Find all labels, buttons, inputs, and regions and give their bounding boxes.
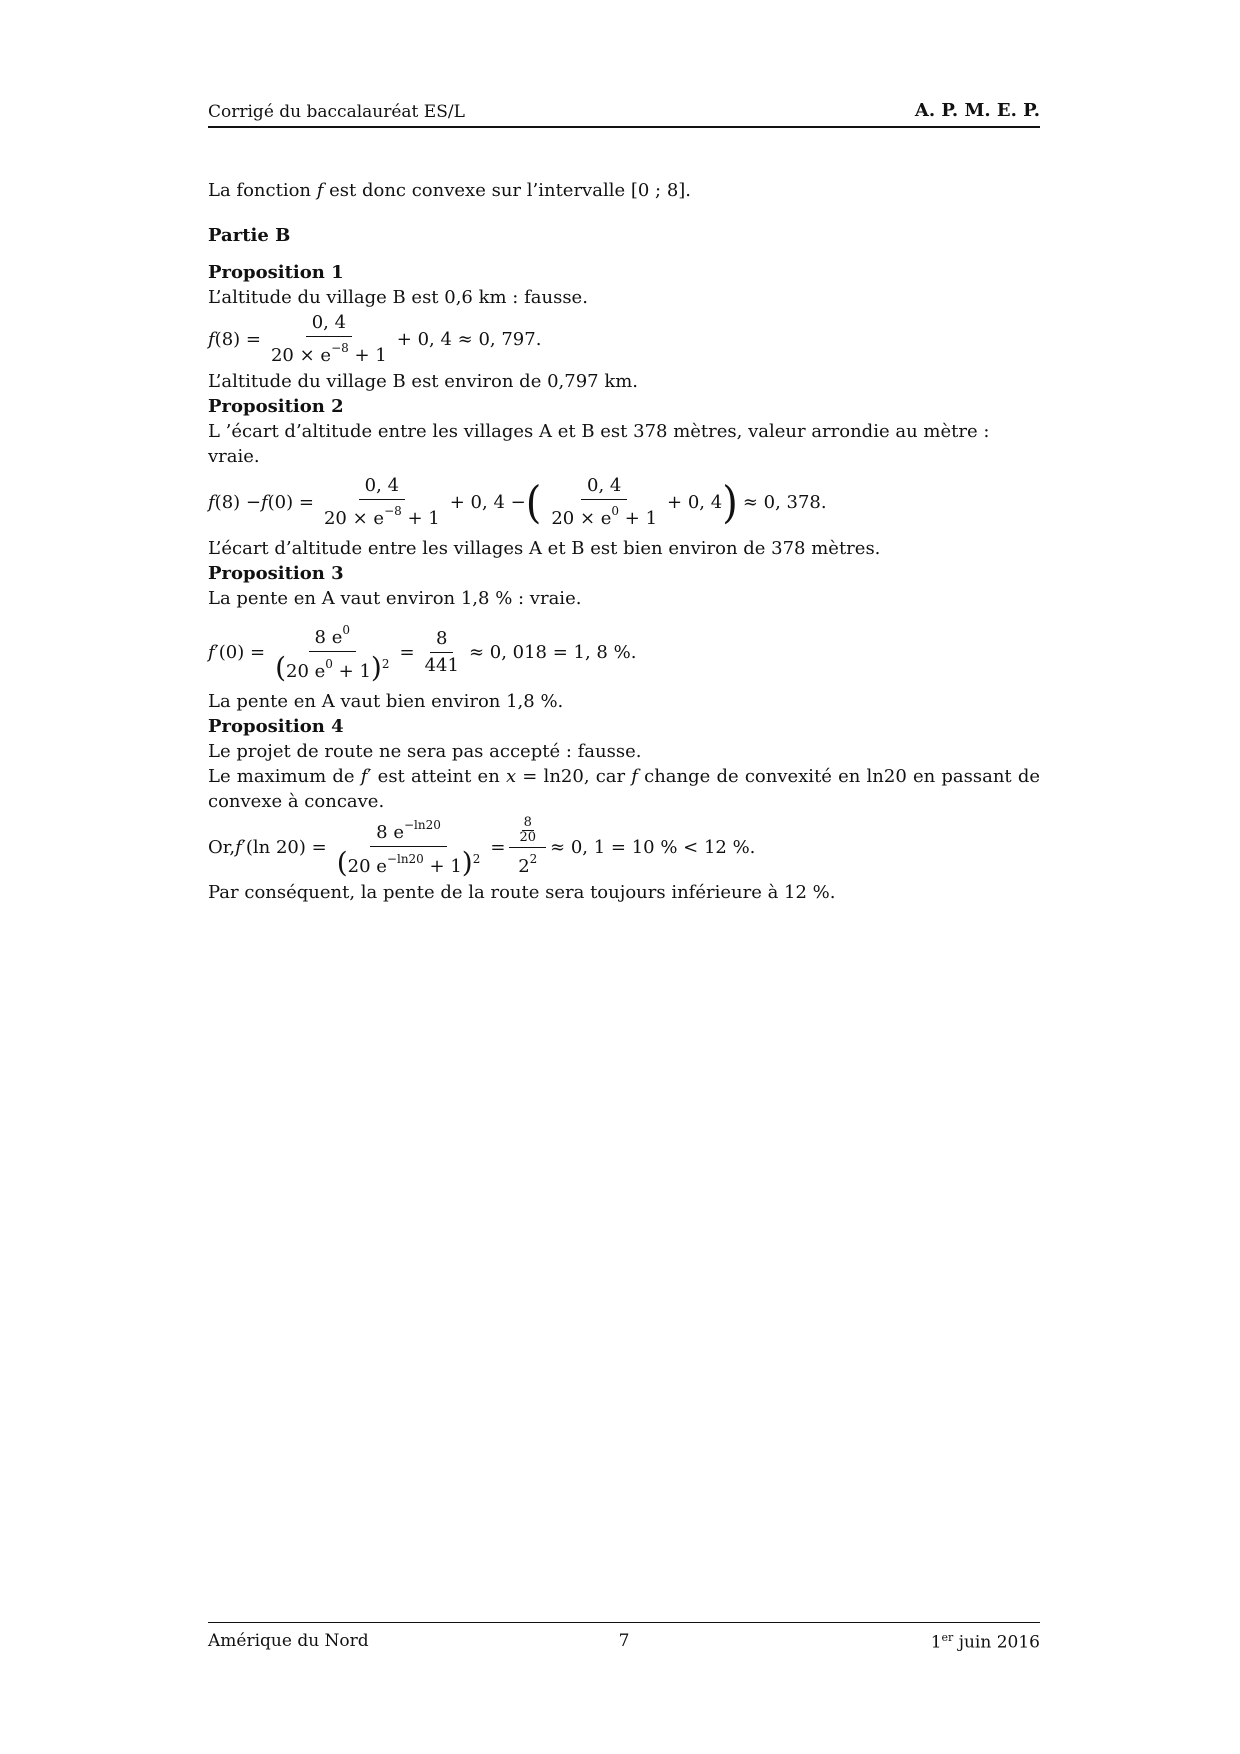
- footer-date: 1er juin 2016: [930, 1631, 1040, 1653]
- prop1-conclusion: L’altitude du village B est environ de 0,797 km.: [208, 371, 639, 392]
- page-header: [208, 100, 1040, 128]
- prop3-statement: La pente en A vaut environ 1,8 % : vraie.: [208, 588, 582, 609]
- prop1-equation: f (8) = $\frac{0, 4}{20 \times e^{-8} + 1}$ + 0, 4 ≈ 0, 797.: [208, 312, 542, 366]
- prop2-title: Proposition 2: [208, 396, 344, 417]
- prop1-fraction: $\frac{0, 4}{20 \times e^{-8} + 1}$: [270, 312, 387, 366]
- intro-sentence: La fonction f est donc convexe sur l’intervalle [0 ; 8].: [208, 180, 692, 201]
- prop1-statement: L’altitude du village B est 0,6 km : fausse.: [208, 287, 588, 308]
- prop3-equation: f ′(0) = $\frac{8 e^0}{(20 e^0 + 1)^2}$ = $\frac{8}{441}$ ≈ 0, 018 = 1, 8 %.: [208, 623, 637, 684]
- prop3-title: Proposition 3: [208, 563, 344, 584]
- prop2-conclusion: L’écart d’altitude entre les villages A et B est bien environ de 378 mètres.: [208, 538, 881, 559]
- prop2-equation: f (8) − f (0) = $\frac{0, 4}{20 \times e^{-8} + 1}$ + 0, 4 − ( $\frac{0, 4}{20 \times e^0 + 1}$ + 0, 4 ) ≈ 0, 378.: [208, 475, 827, 529]
- partie-title: Partie B: [208, 225, 291, 246]
- prop4-equation: Or, f ′(ln 20) = $\frac{8 e^{-ln20}}{(20 e^{-ln20} + 1)^2}$ = $\frac{\frac{8}{20}}{2^2}$ ≈ 0, 1 = 10 % < 12 %.: [208, 815, 756, 879]
- page-footer: [208, 1622, 1040, 1653]
- footer-left: Amérique du Nord: [208, 1631, 369, 1651]
- prop1-title: Proposition 1: [208, 262, 344, 283]
- header-right: A. P. M. E. P.: [914, 100, 1040, 121]
- prop3-conclusion: La pente en A vaut bien environ 1,8 %.: [208, 691, 564, 712]
- prop4-statement: Le projet de route ne sera pas accepté : fausse.: [208, 741, 642, 762]
- header-left: Corrigé du baccalauréat ES/L: [208, 102, 465, 122]
- prop2-statement: L ’écart d’altitude entre les villages A et B est 378 mètres, valeur arrondie au mètre : vraie.: [208, 421, 990, 467]
- prop4-title: Proposition 4: [208, 716, 344, 737]
- page-number: 7: [618, 1631, 630, 1651]
- prop4-conclusion: Par conséquent, la pente de la route sera toujours inférieure à 12 %.: [208, 882, 836, 903]
- prop4-maximum-text: Le maximum de f′ est atteint en x = ln20, car f change de convexité en ln20 en passant de convexe à concave.: [208, 766, 1040, 812]
- page-content: [208, 178, 1040, 905]
